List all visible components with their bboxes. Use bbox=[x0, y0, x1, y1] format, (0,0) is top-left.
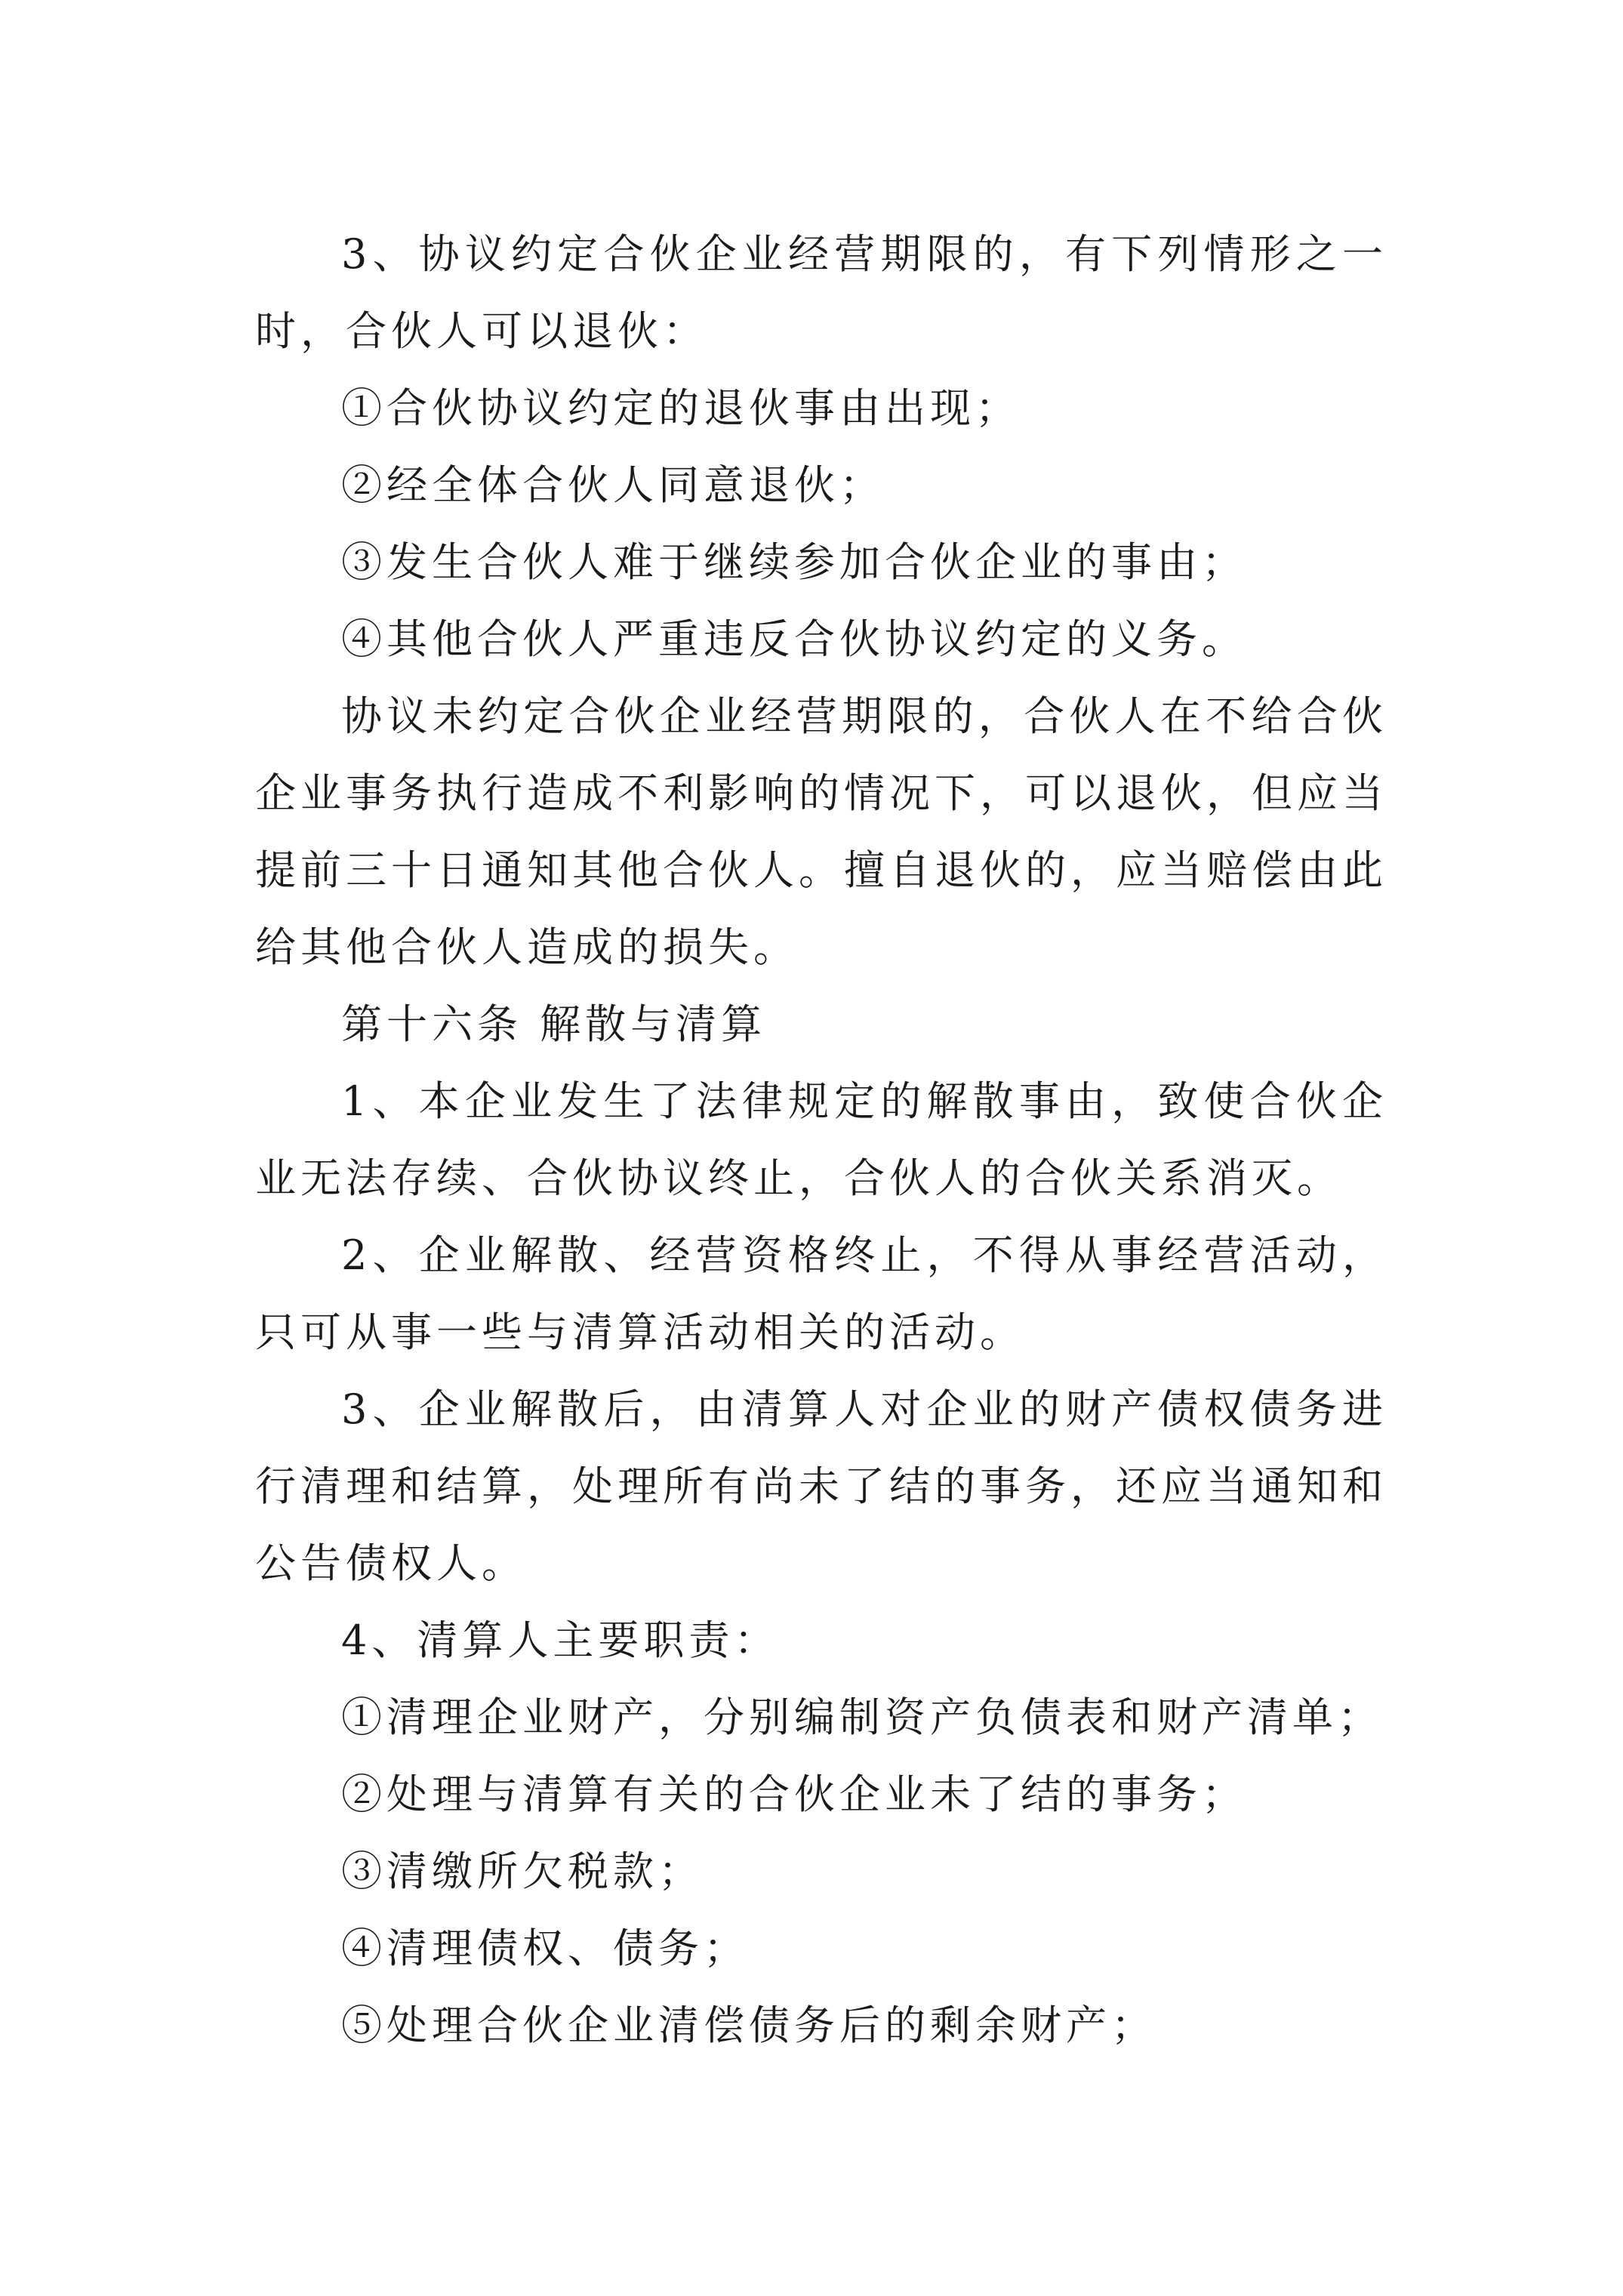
list-item: ①清理企业财产，分别编制资产负债表和财产清单； bbox=[341, 1693, 1383, 1741]
paragraph-no-term-withdrawal: 协议未约定合伙企业经营期限的，合伙人在不给合伙企业事务执行造成不利影响的情况下，可以退伙，但应当提前三十日通知其他合伙人。擅自退伙的，应当赔偿由此给其他合伙人造成的损失。 bbox=[255, 692, 1387, 971]
list-item: ②处理与清算有关的合伙企业未了结的事务； bbox=[341, 1771, 1247, 1818]
list-item: ②经全体合伙人同意退伙； bbox=[341, 461, 885, 509]
list-item: ④清理债权、债务； bbox=[341, 1925, 749, 1972]
paragraph-dissolution-1: 1、本企业发生了法律规定的解散事由，致使合伙企业无法存续、合伙协议终止，合伙人的合伙关系消灭。 bbox=[255, 1077, 1387, 1202]
document-body bbox=[255, 216, 1387, 2064]
paragraph-dissolution-3: 3、企业解散后，由清算人对企业的财产债权债务进行清理和结算，处理所有尚未了结的事务，还应当通知和公告债权人。 bbox=[255, 1385, 1387, 1587]
list-item: ⑤处理合伙企业清偿债务后的剩余财产； bbox=[341, 2002, 1156, 2049]
section-heading-article-16: 第十六条 解散与清算 bbox=[341, 1000, 767, 1048]
paragraph-dissolution-2: 2、企业解散、经营资格终止，不得从事经营活动，只可从事一些与清算活动相关的活动。 bbox=[255, 1231, 1387, 1356]
paragraph-liquidator-duties: 4、清算人主要职责： bbox=[341, 1616, 780, 1664]
list-item: ③清缴所欠税款； bbox=[341, 1848, 704, 1895]
list-item: ④其他合伙人严重违反合伙协议约定的义务。 bbox=[341, 615, 1247, 663]
list-item: ①合伙协议约定的退伙事由出现； bbox=[341, 384, 1021, 432]
paragraph-withdrawal-term: 3、协议约定合伙企业经营期限的，有下列情形之一时，合伙人可以退伙： bbox=[255, 230, 1387, 355]
list-item: ③发生合伙人难于继续参加合伙企业的事由； bbox=[341, 538, 1247, 586]
